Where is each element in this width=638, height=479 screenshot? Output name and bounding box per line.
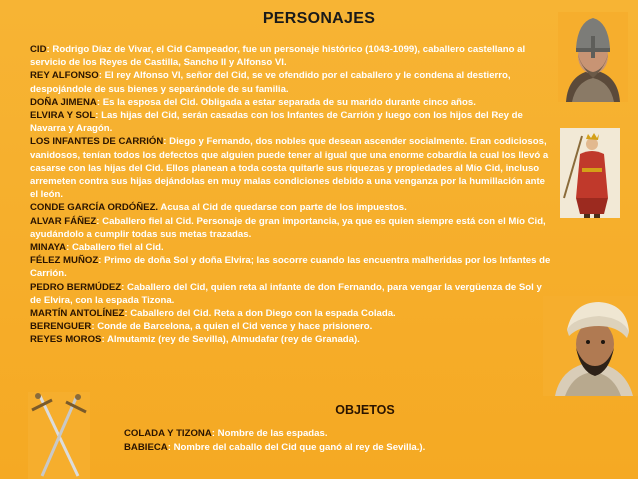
character-description: Diego y Fernando, dos nobles que desean ascender socialmente. Eran codiciosos, vanidosos, tenían todos los defectos que alguien puede tener al igual que una enorme cobardía la cual los llevó a casarse con las hijas del Cid. Ellos planean a toda costa quitarle sus riquezas y propiedades al Mío Cid, incluso arremeten contra sus hijas dejándolas en muy malas condiciones debido a una venganza por la humillación ante el león. — [30, 136, 549, 201]
character-name: FÉLEZ MUÑOZ — [30, 255, 99, 267]
character-entry: PEDRO BERMÚDEZ: Caballero del Cid, quien reta al infante de don Fernando, para vengar la vergüenza de Sol y de Elvira, con la espada Tizona. — [30, 281, 542, 306]
character-entry: DOÑA JIMENA: Es la esposa del Cid. Obligada a estar separada de su marido durante cinco años. — [30, 96, 476, 108]
character-name: PEDRO BERMÚDEZ — [30, 281, 122, 293]
character-name: ALVAR FÁÑEZ — [30, 215, 97, 227]
king-figure-image — [560, 128, 620, 218]
character-name: REY ALFONSO — [30, 70, 99, 82]
object-description: Nombre de las espadas. — [217, 428, 328, 439]
character-description: Caballero fiel al Cid. Personaje de gran importancia, ya que es quien siempre está con el Mío Cid, ayudándolo a cumplir todas sus metas trazadas. — [30, 215, 546, 240]
character-entry: BERENGUER: Conde de Barcelona, a quien el Cid vence y hace prisionero. — [30, 321, 373, 333]
character-description: Caballero del Cid, quien reta al infante de don Fernando, para vengar la vergüenza de Sol y de Elvira, con la espada Tizona. — [30, 281, 542, 306]
character-name: CONDE GARCÍA ORDÓÑEZ. — [30, 202, 159, 214]
character-name: MARTÍN ANTOLÍNEZ — [30, 308, 125, 320]
character-description: Acusa al Cid de quedarse con parte de los impuestos. — [160, 202, 407, 214]
moorish-king-portrait-image — [543, 296, 638, 396]
object-entry: COLADA Y TIZONA: Nombre de las espadas. — [124, 428, 328, 439]
character-entry: REY ALFONSO: El rey Alfonso VI, señor del Cid, se ve ofendido por el caballero y le condena al destierro, despojándole de sus bienes y separándole de su familia. — [30, 70, 511, 95]
objects-list — [124, 427, 544, 455]
character-name: DOÑA JIMENA — [30, 96, 97, 108]
object-description: Nombre del caballo del Cid que ganó al rey de Sevilla.). — [173, 442, 426, 453]
character-description: Almutamiz (rey de Sevilla), Almudafar (rey de Granada). — [106, 334, 360, 346]
character-name: BERENGUER — [30, 321, 92, 333]
character-name: CID — [30, 44, 47, 55]
character-entry: ALVAR FÁÑEZ: Caballero fiel al Cid. Personaje de gran importancia, ya que es quien siempre está con el Mío Cid, ayudándolo a cumplir todas sus metas trazadas. — [30, 215, 546, 240]
object-name: COLADA Y TIZONA — [124, 428, 212, 439]
knight-helmet-portrait-image — [558, 12, 628, 102]
character-name: LOS INFANTES DE CARRIÓN — [30, 136, 164, 148]
character-entry: LOS INFANTES DE CARRIÓN: Diego y Fernando, dos nobles que desean ascender socialmente. Eran codiciosos, vanidosos, tenían todos los defectos que alguien puede tener al igual que una enorme cobardía la cual los llevó a casarse con las hijas del Cid. Ellos planean a toda costa quitarle sus riquezas y propiedades al Mío Cid, incluso arremeten contra sus hijas dejándolas en muy malas condiciones debido a una venganza por la humillación ante el león. — [30, 136, 549, 201]
character-name: MINAYA — [30, 242, 67, 254]
character-description: Conde de Barcelona, a quien el Cid vence y hace prisionero. — [97, 321, 373, 333]
character-description: Caballero del Cid. Reta a don Diego con la espada Colada. — [130, 308, 396, 320]
character-description: Primo de doña Sol y doña Elvira; las socorre cuando las encuentra malheridas por los Infantes de Carrión. — [30, 255, 551, 280]
object-entry: BABIECA: Nombre del caballo del Cid que ganó al rey de Sevilla.). — [124, 442, 426, 453]
character-entry: MARTÍN ANTOLÍNEZ: Caballero del Cid. Reta a don Diego con la espada Colada. — [30, 308, 396, 320]
character-description: El rey Alfonso VI, señor del Cid, se ve ofendido por el caballero y le condena al destierro, despojándole de sus bienes y separándole de su familia. — [30, 70, 511, 95]
character-entry: MINAYA: Caballero fiel al Cid. — [30, 242, 164, 254]
page-title: PERSONAJES — [262, 10, 376, 27]
character-entry: REYES MOROS: Almutamiz (rey de Sevilla), Almudafar (rey de Granada). — [30, 334, 360, 346]
character-name: ELVIRA Y SOL — [30, 110, 96, 122]
character-description: Caballero fiel al Cid. — [71, 242, 164, 254]
object-name: BABIECA — [124, 442, 168, 453]
character-name: REYES MOROS — [30, 334, 102, 346]
character-entry: FÉLEZ MUÑOZ: Primo de doña Sol y doña Elvira; las socorre cuando las encuentra malheridas por los Infantes de Carrión. — [30, 255, 551, 280]
character-entry: ELVIRA Y SOL: Las hijas del Cid, serán casadas con los Infantes de Carrión y luego con los hijos del Rey de Navarra y Aragón. — [30, 110, 523, 135]
character-list — [30, 43, 555, 347]
objects-title: OBJETOS — [335, 403, 395, 417]
character-entry: CID: Rodrigo Díaz de Vivar, el Cid Campeador, fue un personaje histórico (1043-1099), caballero castellano al servicio de los Reyes de Castilla, Sancho II y Alfonso VI. — [30, 44, 526, 69]
character-description: Las hijas del Cid, serán casadas con los Infantes de Carrión y luego con los hijos del Rey de Navarra y Aragón. — [30, 110, 523, 135]
character-entry — [30, 201, 555, 214]
crossed-swords-image — [28, 392, 90, 479]
character-description: Rodrigo Díaz de Vivar, el Cid Campeador, fue un personaje histórico (1043-1099), caballero castellano al servicio de los Reyes de Castilla, Sancho II y Alfonso VI. — [30, 44, 526, 69]
character-description: Es la esposa del Cid. Obligada a estar separada de su marido durante cinco años. — [102, 96, 476, 108]
